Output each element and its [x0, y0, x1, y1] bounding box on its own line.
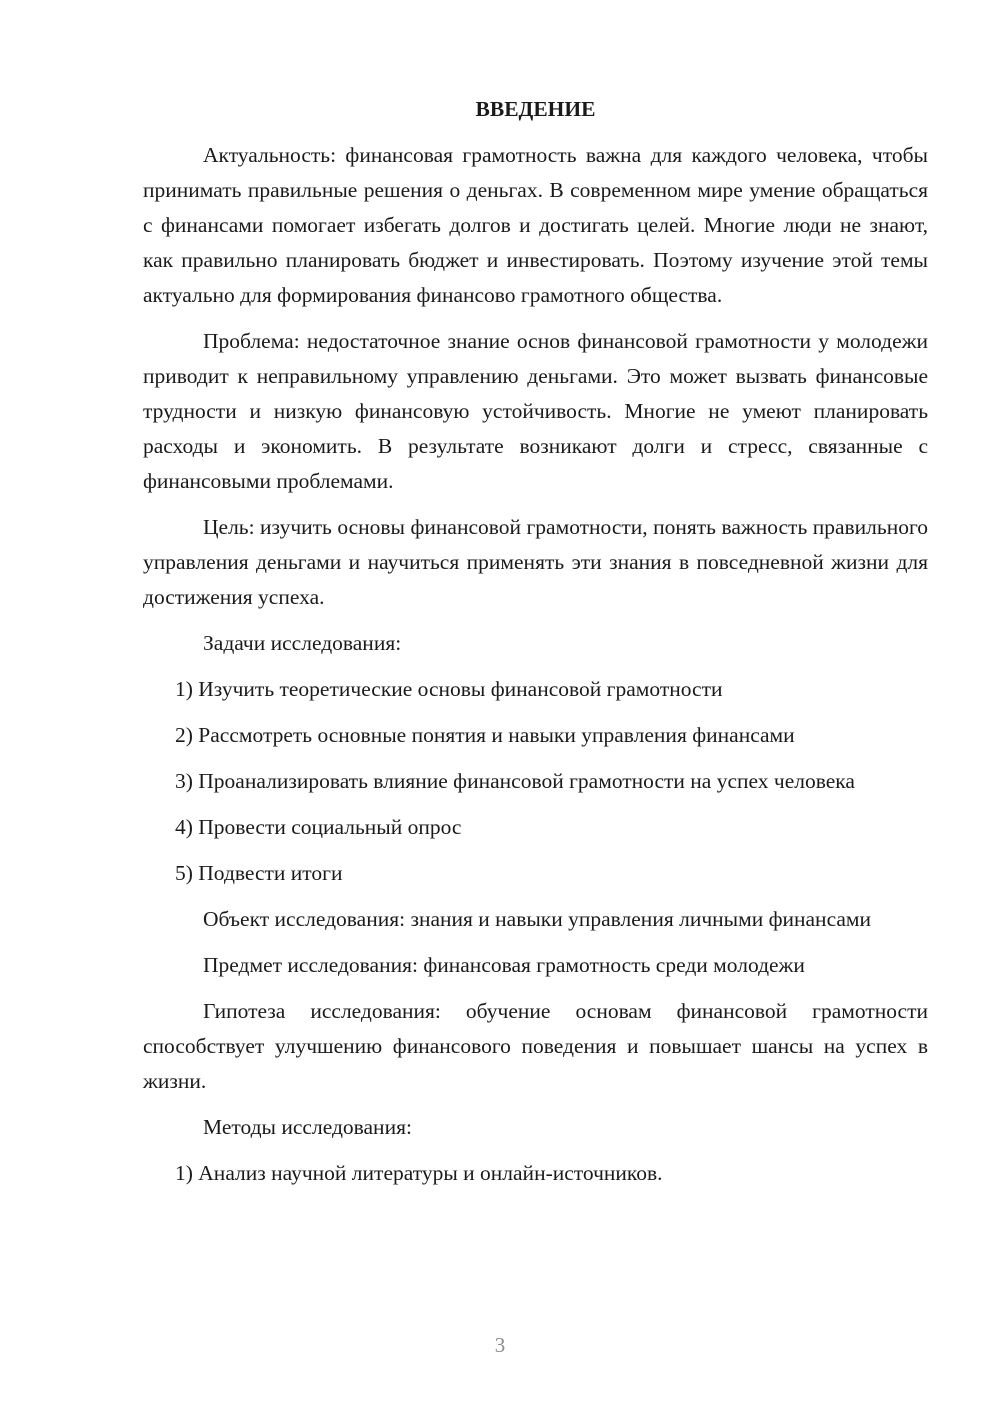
tasks-title: Задачи исследования: [203, 631, 402, 655]
relevance-paragraph: Актуальность: финансовая грамотность важна для каждого человека, чтобы принимать правильные решения о деньгах. В современном мире умение обращаться с финансами помогает избегать долгов и достигать целей. Многие люди не знают, как правильно планировать бюджет и инвестировать. Поэтому изучение этой темы актуально для формирования финансово грамотного общества. [143, 143, 928, 307]
task-item: 3) Проанализировать влияние финансовой грамотности на успех человека [175, 769, 855, 793]
page-number: 3 [494, 1333, 506, 1357]
task-item: 4) Провести социальный опрос [175, 815, 462, 839]
document-page [143, 92, 928, 1202]
problem-paragraph: Проблема: недостаточное знание основ финансовой грамотности у молодежи приводит к неправильному управлению деньгами. Это может вызвать финансовые трудности и низкую финансовую устойчивость. Многие не умеют планировать расходы и экономить. В результате возникают долги и стресс, связанные с финансовыми проблемами. [143, 329, 928, 493]
task-item: 5) Подвести итоги [175, 861, 343, 885]
method-item: 1) Анализ научной литературы и онлайн-источников. [175, 1161, 663, 1185]
section-heading: ВВЕДЕНИЕ [475, 97, 596, 121]
goal-paragraph: Цель: изучить основы финансовой грамотности, понять важность правильного управления деньгами и научиться применять эти знания в повседневной жизни для достижения успеха. [143, 515, 928, 609]
subject-paragraph: Предмет исследования: финансовая грамотность среди молодежи [203, 953, 805, 977]
task-item: 2) Рассмотреть основные понятия и навыки управления финансами [175, 723, 795, 747]
methods-title: Методы исследования: [203, 1115, 412, 1139]
hypothesis-paragraph: Гипотеза исследования: обучение основам финансовой грамотности способствует улучшению финансового поведения и повышает шансы на успех в жизни. [143, 999, 928, 1093]
task-item: 1) Изучить теоретические основы финансовой грамотности [175, 677, 723, 701]
object-paragraph: Объект исследования: знания и навыки управления личными финансами [203, 907, 872, 931]
